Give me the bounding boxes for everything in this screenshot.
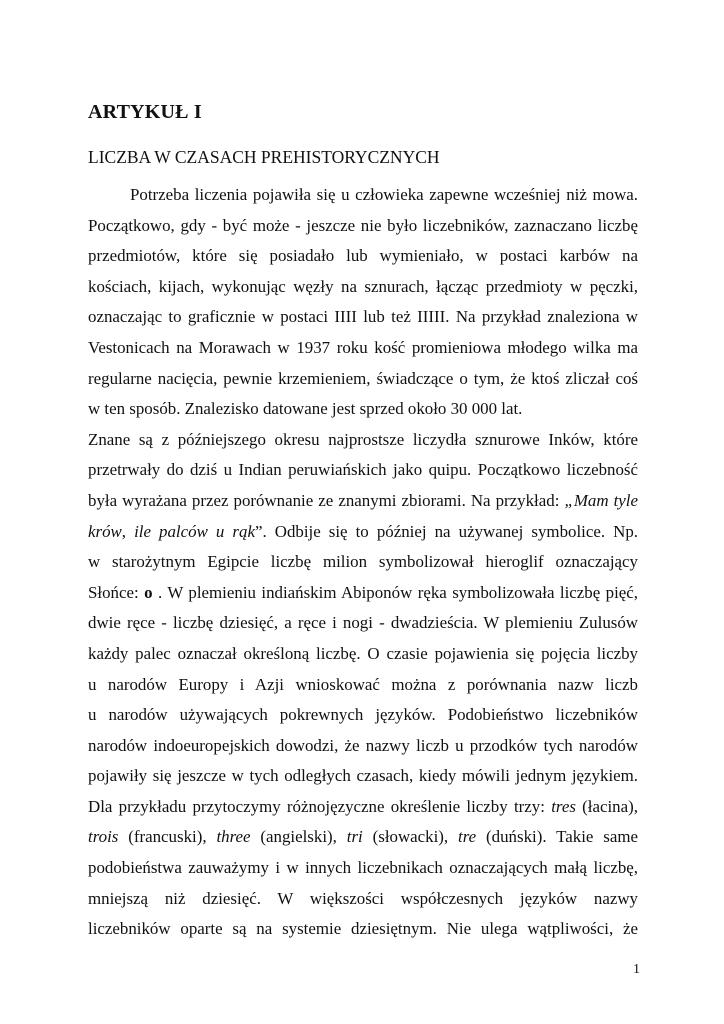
text-segment: przedmiotów, które się posiadało lub wymieniało, w postaci karbów na — [88, 246, 638, 266]
text-segment: Początkowo, gdy - być może - jeszcze nie było liczebników, zaznaczano liczbę — [88, 215, 638, 235]
text-segment: (słowacki), — [362, 827, 459, 847]
text-segment: ”. Odbije się to później na używanej symbolice. Np. — [254, 521, 638, 541]
text-segment: , — [121, 521, 135, 541]
text-segment: Dla przykładu przytoczymy różnojęzyczne określenie liczby trzy: — [88, 796, 552, 816]
text-line — [88, 792, 638, 823]
text-line — [88, 639, 638, 670]
italic-text-segment: trois — [88, 827, 119, 847]
text-line — [88, 853, 638, 884]
text-segment: dwie ręce - liczbę dziesięć, a ręce i nogi - dwadzieścia. W plemieniu Zulusów — [88, 613, 638, 633]
text-line — [88, 272, 638, 303]
text-segment: (duński). Takie same — [476, 827, 638, 847]
text-line — [88, 425, 638, 456]
text-line — [88, 486, 638, 517]
text-line — [88, 884, 638, 915]
text-segment: Potrzeba liczenia pojawiła się u człowieka zapewne wcześniej niż mowa. — [130, 185, 638, 204]
text-segment: w ten sposób. Znalezisko datowane jest sprzed około 30 000 lat. — [88, 399, 523, 419]
text-segment: (łacina), — [575, 796, 638, 816]
italic-text-segment: tre — [458, 827, 477, 847]
page-number: 1 — [633, 962, 640, 977]
text-segment: każdy palec oznaczał określoną liczbę. O czasie pojawienia się pojęcia liczby — [88, 643, 638, 663]
section-subheading: LICZBA W CZASACH PREHISTORYCZNYCH — [88, 147, 440, 167]
text-segment: (francuski), — [118, 827, 217, 847]
text-segment: . W plemieniu indiańskim Abiponów ręka symbolizowała liczbę pięć, — [152, 582, 639, 602]
text-line — [88, 761, 638, 792]
text-segment: (angielski), — [250, 827, 347, 847]
text-segment: mniejszą niż dziesięć. W większości współczesnych języków nazwy — [88, 888, 638, 908]
text-segment: liczebników oparte są na systemie dziesiętnym. Nie ulega wątpliwości, że — [88, 919, 638, 939]
italic-text-segment: three — [216, 827, 251, 847]
text-line — [88, 547, 638, 578]
text-segment: pojawiły się jeszcze w tych odległych czasach, kiedy mówili jednym językiem. — [88, 766, 638, 786]
text-line — [88, 455, 638, 486]
italic-text-segment: tri — [346, 827, 363, 847]
body-paragraph — [88, 180, 638, 945]
text-segment: narodów indoeuropejskich dowodzi, że nazwy liczb u przodków tych narodów — [88, 735, 638, 755]
text-segment: przetrwały do dziś u Indian peruwiańskich jako quipu. Początkowo liczebność — [88, 460, 638, 480]
text-line — [88, 333, 638, 364]
text-segment: Słońce: — [88, 582, 145, 602]
italic-text-segment: tres — [551, 796, 576, 816]
text-line — [88, 241, 638, 272]
bold-text-segment: o — [144, 582, 153, 602]
text-segment: Vestonicach na Morawach w 1937 roku kość promieniowa młodego wilka ma — [88, 337, 638, 357]
italic-text-segment: ile palców u rąk — [134, 521, 255, 541]
text-segment: kościach, kijach, wykonując węzły na sznurach, łącząc przedmioty w pęczki, — [88, 276, 638, 296]
text-line — [88, 394, 638, 425]
italic-text-segment: krów — [88, 521, 122, 541]
text-line — [88, 364, 638, 395]
italic-text-segment: „Mam tyle — [564, 490, 638, 510]
text-line — [88, 517, 638, 548]
text-segment: w starożytnym Egipcie liczbę milion symbolizował hieroglif oznaczający — [88, 552, 638, 572]
article-heading: ARTYKUŁ I — [88, 101, 202, 123]
text-line — [88, 700, 638, 731]
text-segment: oznaczając to graficznie w postaci IIII lub też IIIII. Na przykład znaleziona w — [88, 307, 638, 327]
text-line — [88, 731, 638, 762]
text-segment: była wyrażana przez porównanie ze znanymi zbiorami. Na przykład: — [88, 490, 565, 510]
text-line — [88, 914, 638, 945]
text-line — [88, 180, 638, 211]
text-line — [88, 608, 638, 639]
text-segment: u narodów Europy i Azji wnioskować można z porównania nazw liczb — [88, 674, 638, 694]
text-line — [88, 302, 638, 333]
text-line — [88, 578, 638, 609]
text-segment: u narodów używających pokrewnych języków. Podobieństwo liczebników — [88, 705, 638, 725]
text-segment: podobieństwa zauważymy i w innych liczebnikach oznaczających małą liczbę, — [88, 858, 638, 878]
text-line — [88, 670, 638, 701]
text-segment: regularne nacięcia, pewnie krzemieniem, świadczące o tym, że ktoś zliczał coś — [88, 368, 638, 388]
text-line — [88, 211, 638, 242]
text-line — [88, 822, 638, 853]
text-segment: Znane są z późniejszego okresu najprostsze liczydła sznurowe Inków, które — [88, 429, 638, 449]
